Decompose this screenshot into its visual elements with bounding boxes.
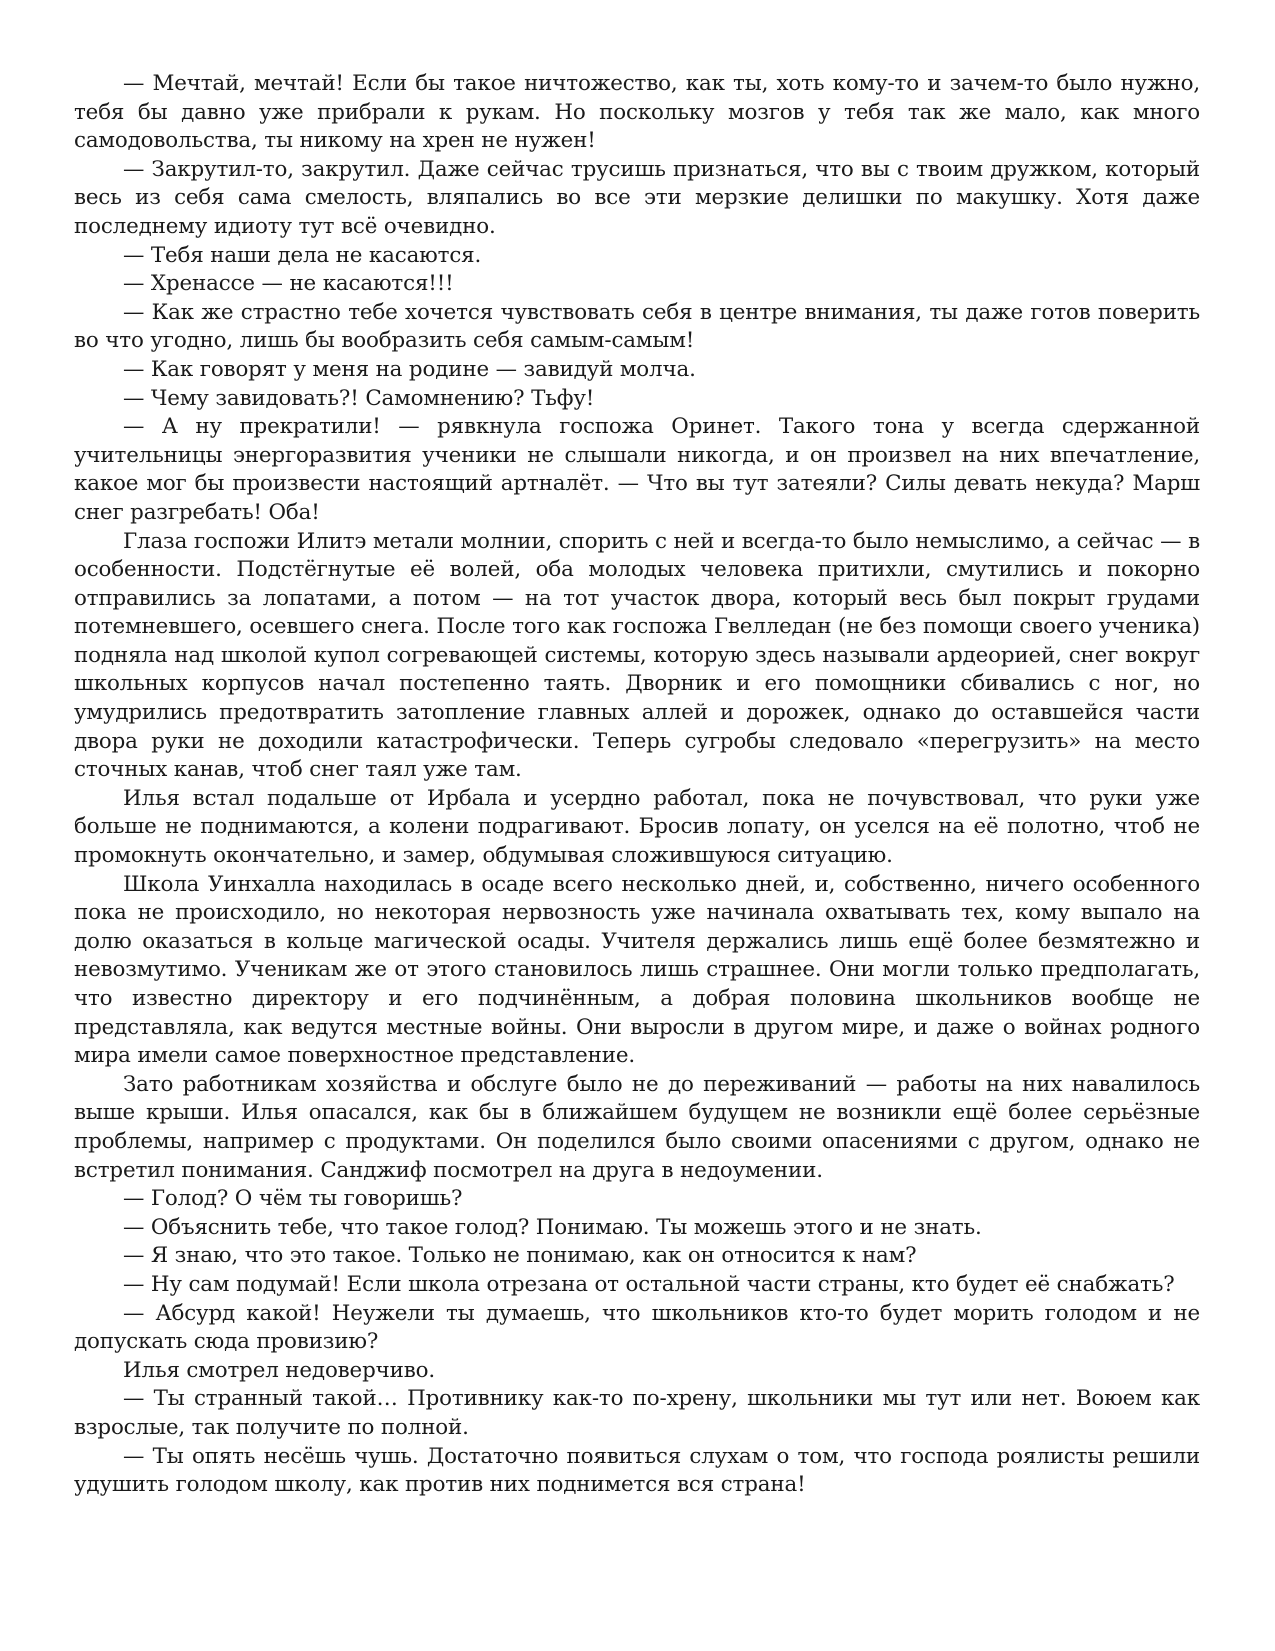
paragraph: Школа Уинхалла находилась в осаде всего несколько дней, и, собственно, ничего особенного пока не происходило, но некоторая нервозность уже начинала охватывать тех, кому выпало на долю оказаться в кольце магической осады. Учителя держались лишь ещё более безмятежно и невозмутимо. Ученикам же от этого становилось лишь страшнее. Они могли только предполагать, что известно директору и его подчинённым, а добрая половина школьников вообще не представляла, как ведутся местные войны. Они выросли в другом мире, и даже о войнах родного мира имели самое поверхностное представление.	[74, 871, 1200, 1069]
paragraph: Зато работникам хозяйства и обслуге было не до переживаний — работы на них навалилось выше крыши. Илья опасался, как бы в ближайшем будущем не возникли ещё более серьёзные проблемы, например с продуктами. Он поделился было своими опасениями с другом, однако не встретил понимания. Санджиф посмотрел на друга в недоумении.	[74, 1071, 1200, 1183]
paragraph: — Чему завидовать?! Самомнению? Тьфу!	[123, 385, 595, 411]
paragraph: — Как же страстно тебе хочется чувствовать себя в центре внимания, ты даже готов поверить во что угодно, лишь бы вообразить себя самым-самым!	[74, 299, 1200, 354]
paragraph: — Объяснить тебе, что такое голод? Понимаю. Ты можешь этого и не знать.	[123, 1214, 982, 1240]
paragraph: — А ну прекратили! — рявкнула госпожа Оринет. Такого тона у всегда сдержанной учительницы энергоразвития ученики не слышали никогда, и он произвел на них впечатление, какое мог бы произвести настоящий артналёт. — Что вы тут затеяли? Силы девать некуда? Марш снег разгребать! Оба!	[74, 414, 1200, 525]
paragraph: — Ты опять несёшь чушь. Достаточно появиться слухам о том, что господа роялисты решили удушить голодом школу, как против них поднимется вся страна!	[74, 1443, 1200, 1498]
paragraph: — Голод? О чём ты говоришь?	[123, 1186, 463, 1212]
paragraph: — Ну сам подумай! Если школа отрезана от остальной части страны, кто будет её снабжать?	[123, 1271, 1175, 1297]
paragraph: — Тебя наши дела не касаются.	[123, 242, 482, 268]
paragraph: — Я знаю, что это такое. Только не понимаю, как он относится к нам?	[123, 1243, 917, 1269]
paragraph: Глаза госпожи Илитэ метали молнии, спорить с ней и всегда-то было немыслимо, а сейчас — в особенности. Подстёгнутые её волей, оба молодых человека притихли, смутились и покорно отправились за лопатами, а потом — на тот участок двора, который весь был покрыт грудами потемневшего, осевшего снега. После того как госпожа Гвелледан (не без помощи своего ученика) подняла над школой купол согревающей системы, которую здесь называли ардеорией, снег вокруг школьных корпусов начал постепенно таять. Дворник и его помощники сбивались с ног, но умудрились предотвратить затопление главных аллей и дорожек, однако до оставшейся части двора руки не доходили катастрофически. Теперь сугробы следовало «перегрузить» на место сточных канав, чтоб снег таял уже там.	[74, 528, 1200, 783]
paragraph: Илья встал подальше от Ирбала и усердно работал, пока не почувствовал, что руки уже больше не поднимаются, а колени подрагивают. Бросив лопату, он уселся на её полотно, чтоб не промокнуть окончательно, и замер, обдумывая сложившуюся ситуацию.	[74, 785, 1200, 869]
paragraph: — Мечтай, мечтай! Если бы такое ничтожество, как ты, хоть кому-то и зачем-то было нужно, тебя бы давно уже прибрали к рукам. Но поскольку мозгов у тебя так же мало, как много самодовольства, ты никому на хрен не нужен!	[74, 71, 1200, 154]
paragraph: — Ты странный такой… Противнику как-то по-хрену, школьники мы тут или нет. Воюем как взрослые, так получите по полной.	[74, 1386, 1200, 1440]
paragraph: — Абсурд какой! Неужели ты думаешь, что школьников кто-то будет морить голодом и не допускать сюда провизию?	[74, 1300, 1200, 1355]
paragraph: — Как говорят у меня на родине — завидуй молча.	[123, 356, 696, 382]
paragraph: — Хренассе — не касаются!!!	[123, 271, 454, 297]
paragraph: — Закрутил-то, закрутил. Даже сейчас трусишь признаться, что вы с твоим дружком, который весь из себя сама смелость, вляпались во все эти мерзкие делишки по макушку. Хотя даже последнему идиоту тут всё очевидно.	[74, 156, 1200, 239]
page-body	[74, 70, 1200, 1500]
paragraph: Илья смотрел недоверчиво.	[123, 1357, 435, 1383]
